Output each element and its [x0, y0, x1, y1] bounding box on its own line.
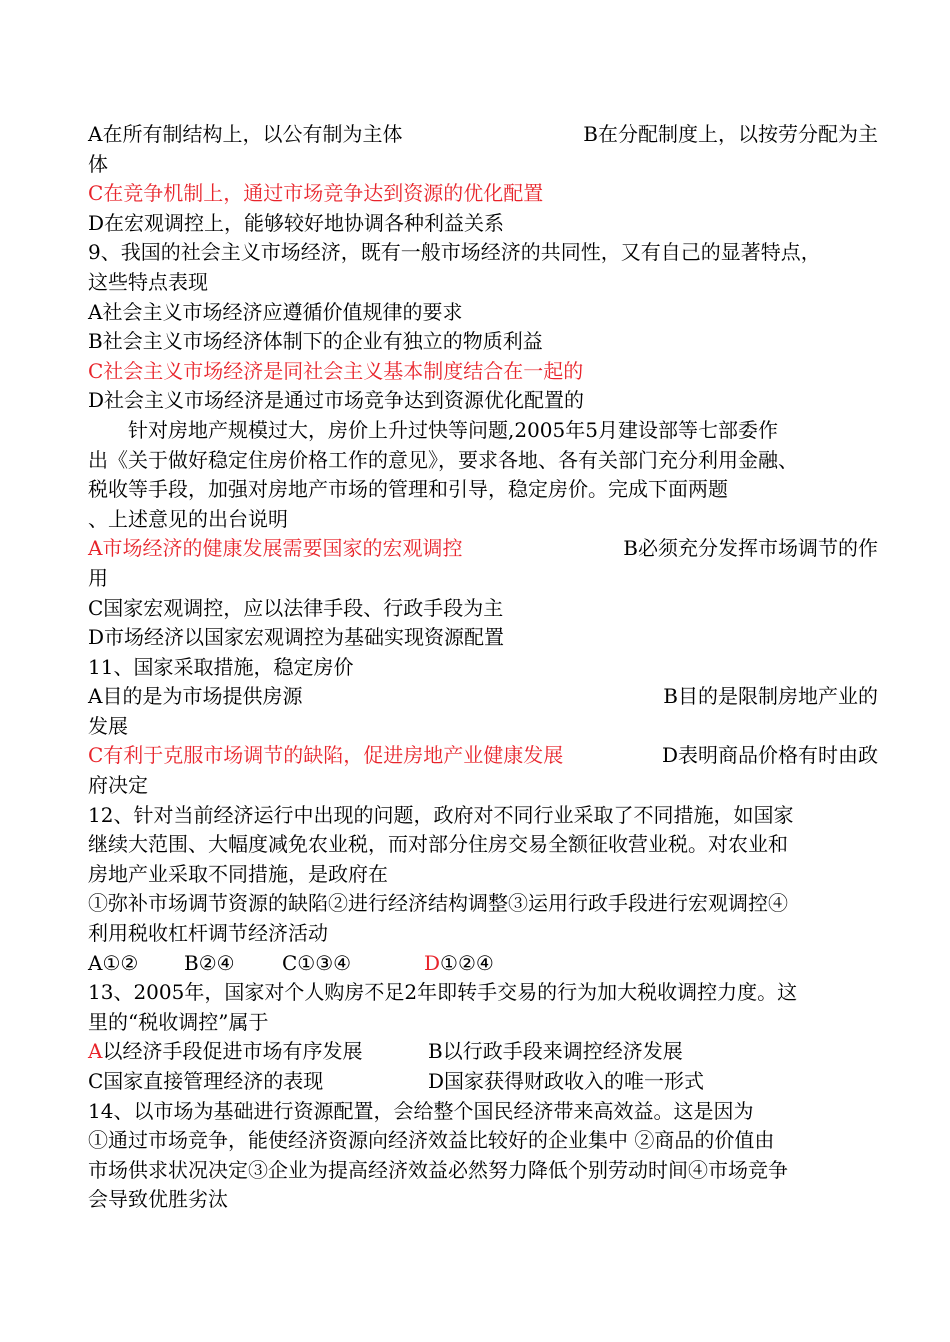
q11-options-cd — [88, 741, 878, 771]
document-page — [88, 120, 878, 1215]
q14-stem: 14、以市场为基础进行资源配置，会给整个国民经济带来高效益。这是因为 — [88, 1098, 754, 1123]
q10-stem: 、上述意见的出台说明 — [88, 506, 288, 531]
q11-stem: 11、国家采取措施，稳定房价 — [88, 654, 354, 679]
q13-option-a-letter-answer: A — [88, 1039, 103, 1064]
q8-option-c-answer: C在竞争机制上，通过市场竞争达到资源的优化配置 — [88, 181, 544, 206]
q13-option-a — [88, 1037, 428, 1067]
passage-line-2: 出《关于做好稳定住房价格工作的意见》，要求各地、各有关部门充分利用金融、 — [88, 447, 798, 472]
q12-options — [88, 949, 878, 979]
q14-items-2: 市场供求状况决定③企业为提高经济效益必然努力降低个别劳动时间④市场竞争 — [88, 1157, 788, 1182]
q11-option-d: D表明商品价格有时由政 — [661, 743, 878, 768]
q13-option-b: B以行政手段来调控经济发展 — [428, 1039, 683, 1064]
q12-option-c: C①③④ — [282, 950, 352, 975]
passage-line-1: 针对房地产规模过大，房价上升过快等问题,2005年5月建设部等七部委作 — [128, 417, 778, 442]
q11-option-c-answer: C有利于克服市场调节的缺陷，促进房地产业健康发展 — [88, 743, 564, 768]
q12-stem-2: 继续大范围、大幅度减免农业税，而对部分住房交易全额征收营业税。对农业和 — [88, 832, 788, 857]
q11-option-a: A目的是为市场提供房源 — [88, 684, 303, 709]
q10-option-c: C国家宏观调控，应以法律手段、行政手段为主 — [88, 595, 504, 620]
q9-option-c-answer: C社会主义市场经济是同社会主义基本制度结合在一起的 — [88, 358, 584, 383]
q13-options-ab — [88, 1037, 878, 1067]
q12-option-d — [424, 949, 494, 979]
q11-option-d-wrap: 府决定 — [88, 773, 148, 798]
q12-option-d-letter-answer: D — [424, 950, 441, 975]
q11-options-ab — [88, 682, 878, 712]
q11-option-b-wrap: 发展 — [88, 713, 128, 738]
q10-option-b-wrap: 用 — [88, 565, 108, 590]
q10-option-a-answer: A市场经济的健康发展需要国家的宏观调控 — [88, 536, 463, 561]
q10-options-ab — [88, 534, 878, 564]
q12-stem-1: 12、针对当前经济运行中出现的问题，政府对不同行业采取了不同措施，如国家 — [88, 802, 794, 827]
q12-option-d-text: ①②④ — [440, 950, 494, 975]
q8-option-a: A在所有制结构上，以公有制为主体 — [88, 122, 403, 146]
q13-stem-1: 13、2005年，国家对个人购房不足2年即转手交易的行为加大税收调控力度。这 — [88, 980, 798, 1005]
q13-options-cd — [88, 1067, 878, 1097]
q14-items-1: ①通过市场竞争，能使经济资源向经济效益比较好的企业集中 ②商品的价值由 — [88, 1128, 775, 1153]
q13-option-c: C国家直接管理经济的表现 — [88, 1069, 324, 1093]
passage-line-3: 税收等手段，加强对房地产市场的管理和引导，稳定房价。完成下面两题 — [88, 477, 728, 502]
q9-option-b: B社会主义市场经济体制下的企业有独立的物质利益 — [88, 329, 543, 354]
q9-stem-cont: 这些特点表现 — [88, 269, 208, 294]
q11-option-b: B目的是限制房地产业的 — [663, 684, 878, 709]
q8-option-d: D在宏观调控上，能够较好地协调各种利益关系 — [88, 210, 505, 235]
q9-option-a: A社会主义市场经济应遵循价值规律的要求 — [88, 299, 463, 324]
q10-option-b: B必须充分发挥市场调节的作 — [623, 536, 878, 561]
q12-option-a: A①② — [88, 950, 139, 975]
q9-stem: 9、我国的社会主义市场经济，既有一般市场经济的共同性，又有自己的显著特点， — [88, 240, 821, 265]
q8-options-ab — [88, 120, 878, 150]
q12-items-1: ①弥补市场调节资源的缺陷②进行经济结构调整③运用行政手段进行宏观调控④ — [88, 891, 788, 916]
q8-option-b: B在分配制度上，以按劳分配为主 — [583, 122, 878, 146]
q12-option-b: B②④ — [184, 950, 235, 975]
q12-stem-3: 房地产业采取不同措施，是政府在 — [88, 861, 388, 886]
q14-items-3: 会导致优胜劣汰 — [88, 1187, 228, 1212]
q13-option-a-text: 以经济手段促进市场有序发展 — [102, 1039, 363, 1064]
q8-option-b-wrap: 体 — [88, 151, 108, 176]
q12-items-2: 利用税收杠杆调节经济活动 — [88, 921, 328, 946]
q10-option-d: D市场经济以国家宏观调控为基础实现资源配置 — [88, 625, 505, 650]
q13-stem-2: 里的“税收调控”属于 — [88, 1009, 269, 1034]
q13-option-d: D国家获得财政收入的唯一形式 — [428, 1069, 705, 1093]
q9-option-d: D社会主义市场经济是通过市场竞争达到资源优化配置的 — [88, 388, 585, 413]
